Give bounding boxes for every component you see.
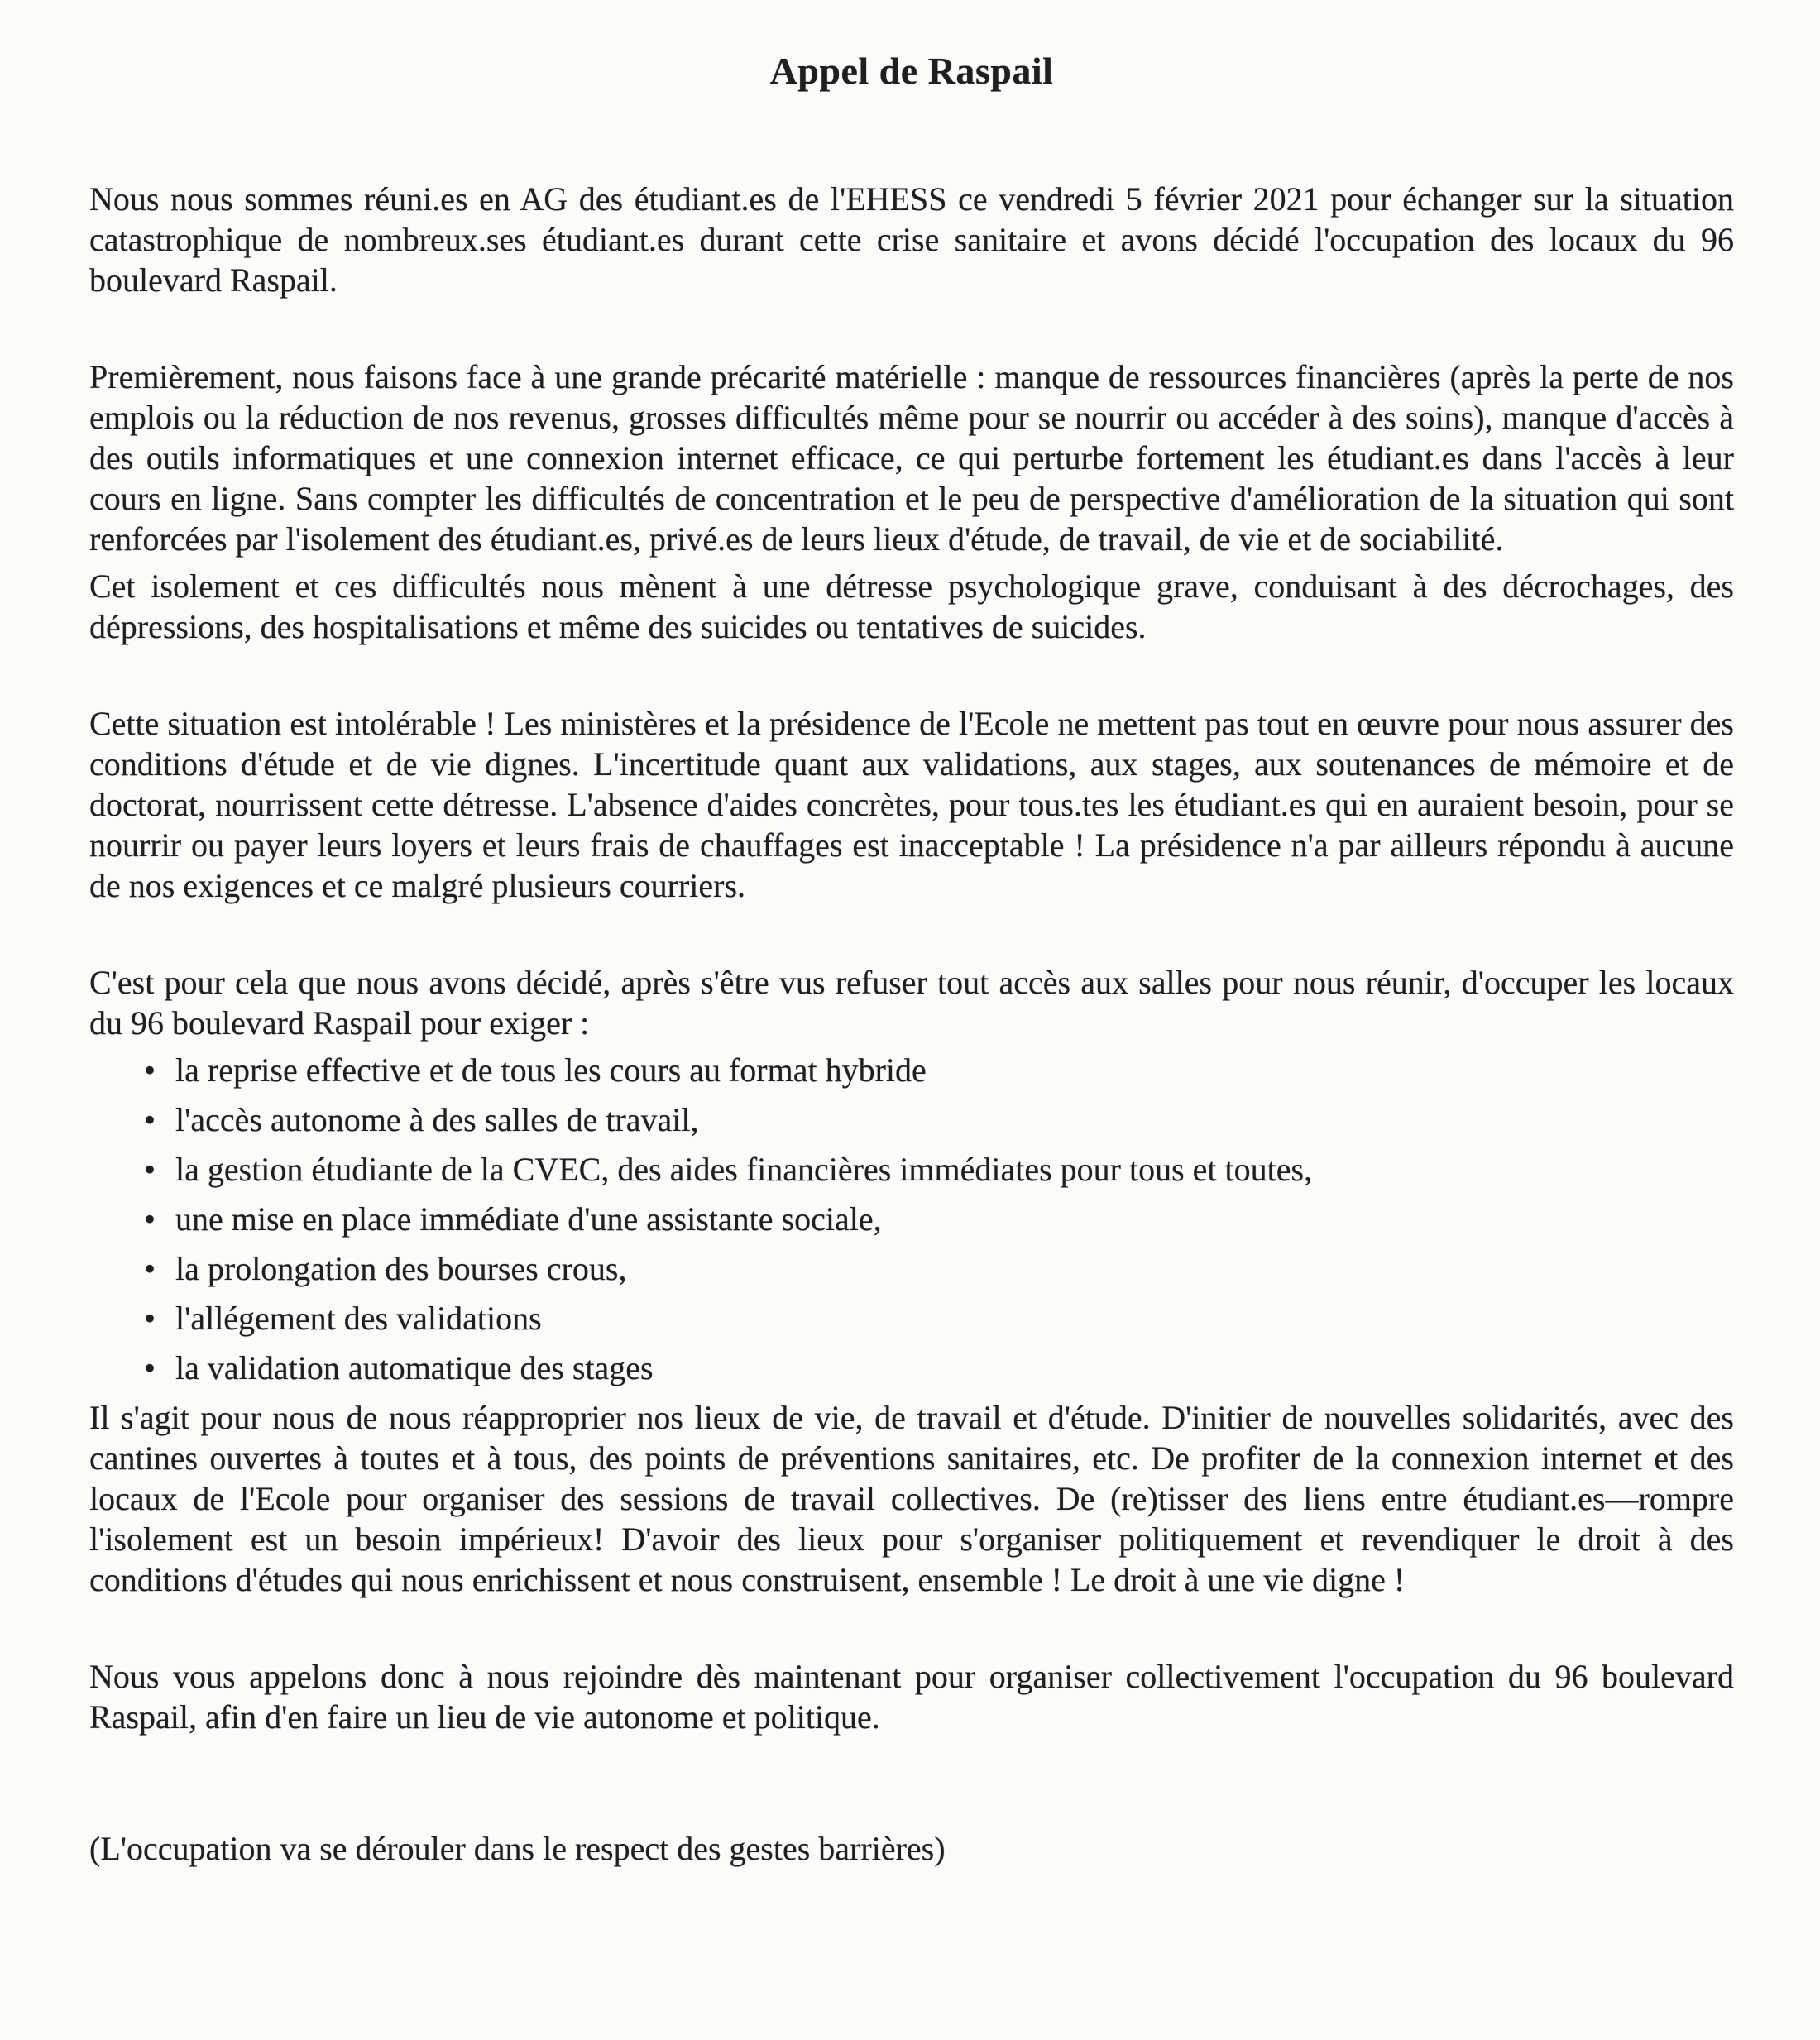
demand-item-validation-stages [89, 1348, 1734, 1388]
bullet-icon: • [144, 1200, 156, 1238]
demand-item-label: une mise en place immédiate d'une assistante sociale, [175, 1200, 882, 1238]
paragraph-occupation-intro: C'est pour cela que nous avons décidé, après s'être vus refuser tout accès aux salles pour nous réunir, d'occuper les locaux du 96 boulevard Raspail pour exiger : [89, 964, 1734, 1042]
paragraph-gestes-barrieres: (L'occupation va se dérouler dans le respect des gestes barrières) [89, 1830, 946, 1867]
demands-list [89, 1050, 1734, 1388]
bullet-icon: • [144, 1101, 156, 1138]
paragraph-precarite: Premièrement, nous faisons face à une grande précarité matérielle : manque de ressources financières (après la perte de nos emplois ou la réduction de nos revenus, grosses difficultés même pour se nourrir ou accéder à des soins), manque d'accès à des outils informatiques et une connexion internet efficace, ce qui perturbe fortement les étudiant.es dans l'accès à leur cours en ligne. Sans compter les difficultés de concentration et le peu de perspective d'amélioration de la situation qui sont renforcées par l'isolement des étudiant.es, privé.es de leurs lieux d'étude, de travail, de vie et de sociabilité. [89, 358, 1734, 558]
demand-item-label: l'accès autonome à des salles de travail, [175, 1101, 699, 1138]
demand-item-bourses-crous [89, 1248, 1734, 1289]
demand-item-assistante-sociale [89, 1199, 1734, 1239]
document-title: Appel de Raspail [769, 50, 1054, 92]
demand-item-label: la gestion étudiante de la CVEC, des aides financières immédiates pour tous et toutes, [175, 1151, 1313, 1188]
demand-item-label: l'allégement des validations [175, 1300, 542, 1337]
demand-item-label: la reprise effective et de tous les cours au format hybride [175, 1051, 927, 1089]
demand-item-reprise-cours [89, 1050, 1734, 1090]
paragraph-intro: Nous nous sommes réuni.es en AG des étudiant.es de l'EHESS ce vendredi 5 février 2021 pour échanger sur la situation catastrophique de nombreux.ses étudiant.es durant cette crise sanitaire et avons décidé l'occupation des locaux du 96 boulevard Raspail. [89, 180, 1734, 299]
demand-item-allegement-validations [89, 1298, 1734, 1338]
bullet-icon: • [144, 1051, 156, 1089]
demand-item-label: la prolongation des bourses crous, [175, 1250, 627, 1287]
demand-item-gestion-cvec [89, 1149, 1734, 1190]
demand-item-acces-salles [89, 1099, 1734, 1140]
paragraph-intolerable: Cette situation est intolérable ! Les ministères et la présidence de l'Ecole ne mettent pas tout en œuvre pour nous assurer des conditions d'étude et de vie dignes. L'incertitude quant aux validations, aux stages, aux soutenances de mémoire et de doctorat, nourrissent cette détresse. L'absence d'aides concrètes, pour tous.tes les étudiant.es qui en auraient besoin, pour se nourrir ou payer leurs loyers et leurs frais de chauffages est inacceptable ! La présidence n'a par ailleurs répondu à aucune de nos exigences et ce malgré plusieurs courriers. [89, 705, 1734, 904]
bullet-icon: • [144, 1250, 156, 1287]
paragraph-isolement: Cet isolement et ces difficultés nous mènent à une détresse psychologique grave, conduisant à des décrochages, des dépressions, des hospitalisations et même des suicides ou tentatives de suicides. [89, 567, 1734, 645]
demand-item-label: la validation automatique des stages [175, 1349, 654, 1386]
paragraph-appel: Nous vous appelons donc à nous rejoindre dès maintenant pour organiser collectivement l'occupation du 96 boulevard Raspail, afin d'en faire un lieu de vie autonome et politique. [89, 1658, 1734, 1736]
bullet-icon: • [144, 1151, 156, 1188]
bullet-icon: • [144, 1349, 156, 1386]
bullet-icon: • [144, 1300, 156, 1337]
paragraph-reappropriation: Il s'agit pour nous de nous réapproprier nos lieux de vie, de travail et d'étude. D'initier de nouvelles solidarités, avec des cantines ouvertes à toutes et à tous, des points de préventions sanitaires, etc. De profiter de la connexion internet et des locaux de l'Ecole pour organiser des sessions de travail collectives. De (re)tisser des liens entre étudiant.es—rompre l'isolement est un besoin impérieux! D'avoir des lieux pour s'organiser politiquement et revendiquer le droit à des conditions d'études qui nous enrichissent et nous construisent, ensemble ! Le droit à une vie digne ! [89, 1399, 1734, 1598]
